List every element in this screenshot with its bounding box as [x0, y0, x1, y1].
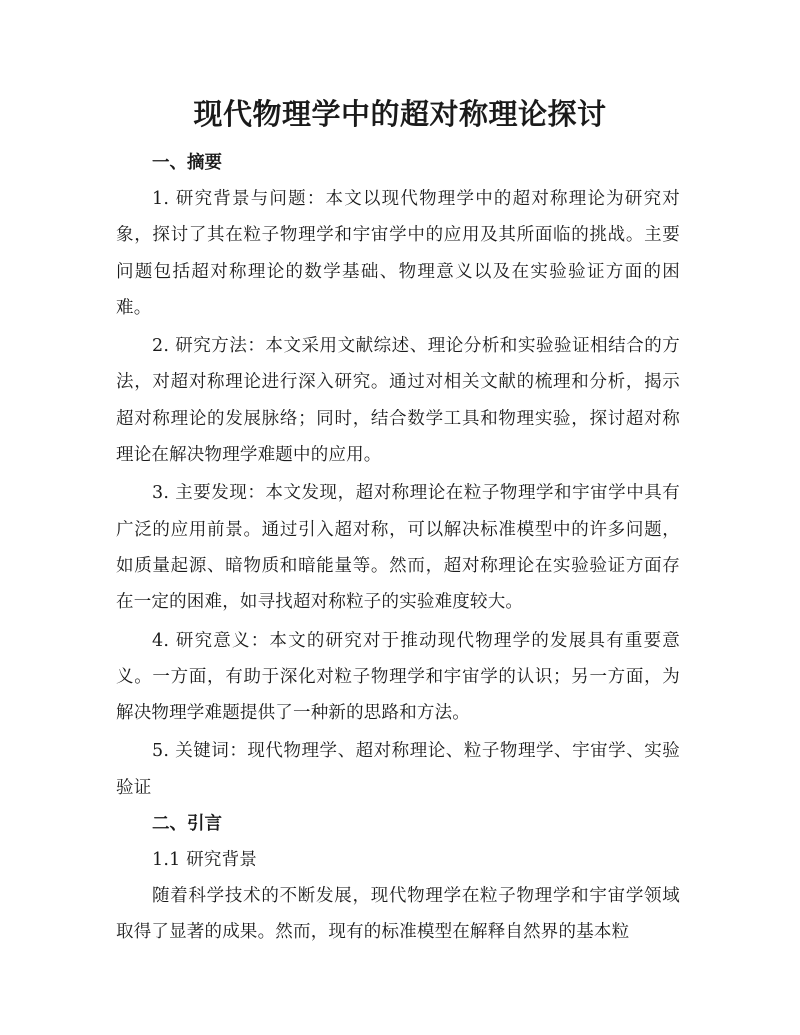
abstract-paragraph-keywords: 5. 关键词：现代物理学、超对称理论、粒子物理学、宇宙学、实验验证 — [116, 741, 680, 798]
introduction-paragraph: 随着科学技术的不断发展，现代物理学在粒子物理学和宇宙学领域取得了显著的成果。然而，现有的标准模型在解释自然界的基本粒 — [116, 886, 680, 943]
document-body — [116, 145, 680, 951]
abstract-paragraph-background: 1. 研究背景与问题：本文以现代物理学中的超对称理论为研究对象，探讨了其在粒子物理学和宇宙学中的应用及其所面临的挑战。主要问题包括超对称理论的数学基础、物理意义以及在实验验证方面的困难。 — [116, 189, 680, 318]
section-heading-abstract: 一、摘要 — [152, 153, 222, 173]
document-title: 现代物理学中的超对称理论探讨 — [193, 97, 607, 131]
abstract-paragraph-findings: 3. 主要发现：本文发现，超对称理论在粒子物理学和宇宙学中具有广泛的应用前景。通过引入超对称，可以解决标准模型中的许多问题，如质量起源、暗物质和暗能量等。然而，超对称理论在实验验证方面存在一定的困难，如寻找超对称粒子的实验难度较大。 — [116, 483, 680, 613]
abstract-paragraph-methods: 2. 研究方法：本文采用文献综述、理论分析和实验验证相结合的方法，对超对称理论进行深入研究。通过对相关文献的梳理和分析，揭示超对称理论的发展脉络；同时，结合数学工具和物理实验，探讨超对称理论在解决物理学难题中的应用。 — [116, 336, 680, 466]
section-heading-introduction: 二、引言 — [152, 814, 222, 835]
abstract-paragraph-significance: 4. 研究意义：本文的研究对于推动现代物理学的发展具有重要意义。一方面，有助于深化对粒子物理学和宇宙学的认识；另一方面，为解决物理学难题提供了一种新的思路和方法。 — [116, 630, 680, 724]
subsection-heading-background: 1.1 研究背景 — [152, 850, 257, 871]
